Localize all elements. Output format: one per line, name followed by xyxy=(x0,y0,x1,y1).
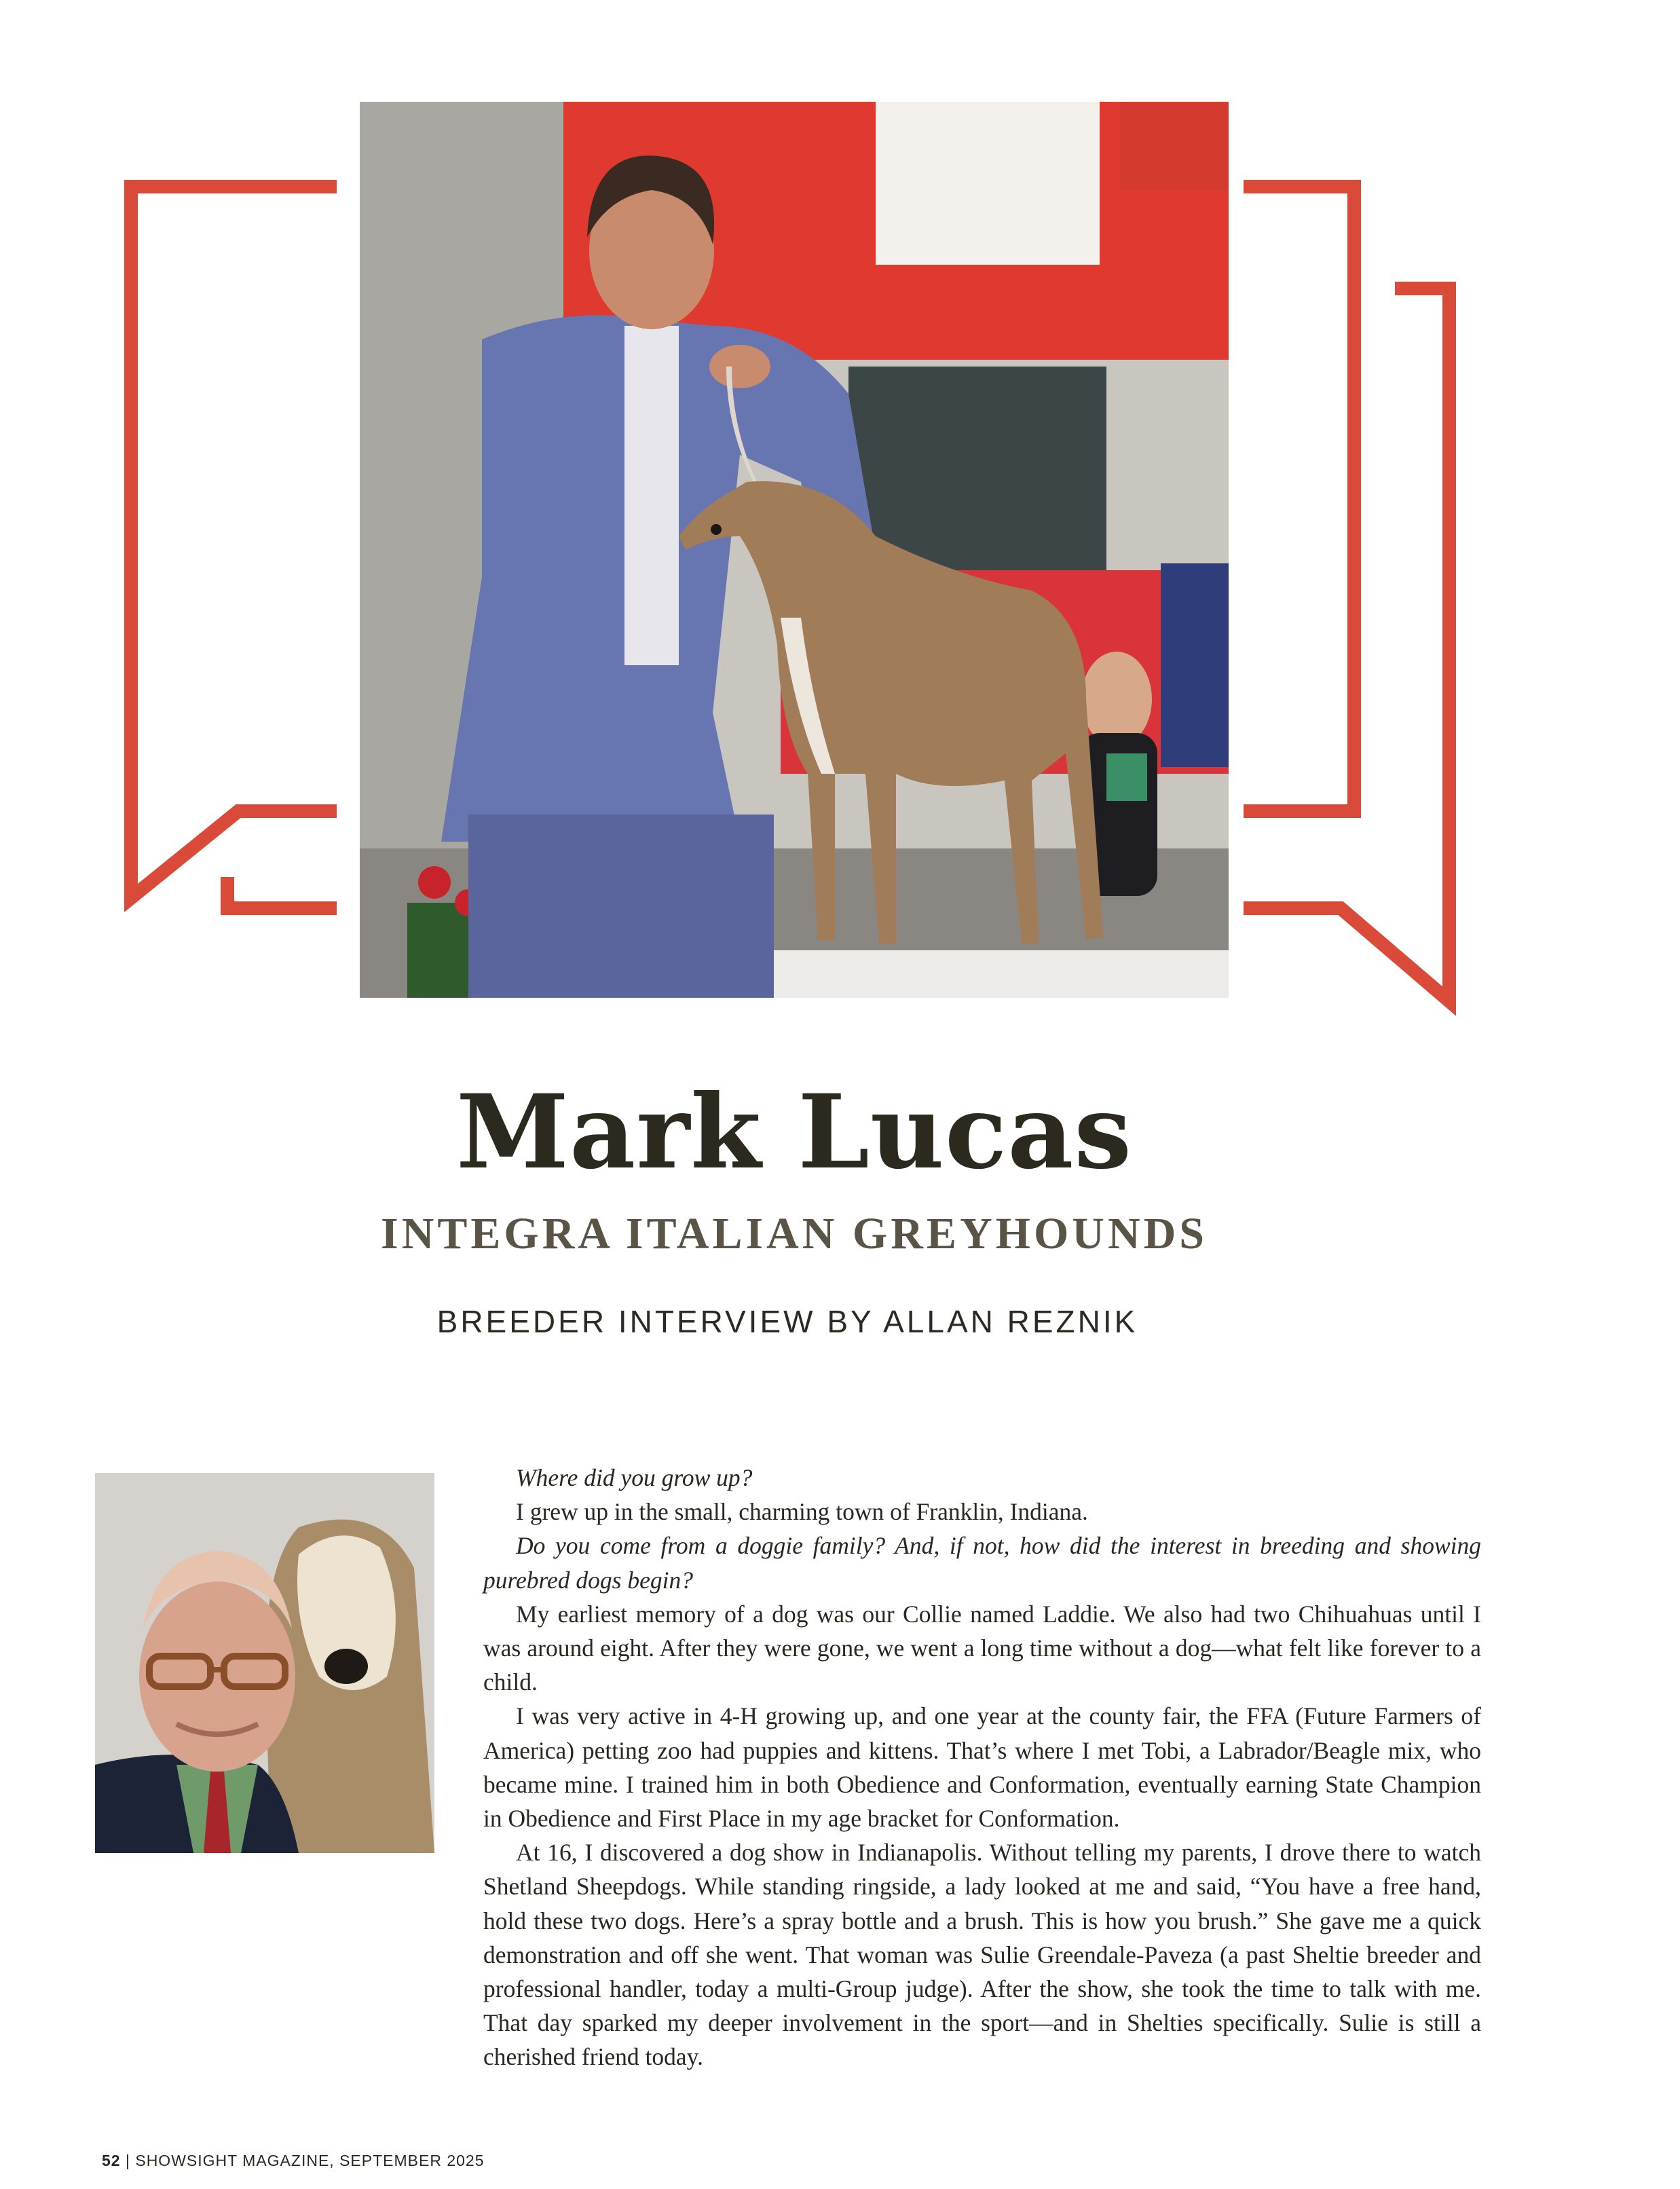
portrait-photo xyxy=(95,1473,434,1853)
right-bracket-outer xyxy=(1244,187,1354,811)
answer-paragraph: My earliest memory of a dog was our Collie named Laddie. We also had two Chihuahuas until I was around eight. After they were gone, we went a long time without a dog—what felt like forever to a child. xyxy=(483,1600,1481,1696)
hero-photo xyxy=(360,102,1229,998)
answer-paragraph: At 16, I discovered a dog show in Indianapolis. Without telling my parents, I drove there to watch Shetland Sheepdogs. While standing ringside, a lady looked at me and said, “You have a free hand, hold these two dogs. Here’s a spray bottle and a brush. This is how you brush.” She gave me a quick demonstration and off she went. That woman was Sulie Greendale-Paveza (a past Sheltie breeder and professional handler, today a multi-Group judge). After the show, she took the time to talk with me. That day sparked my deeper involvement in the sport—and in Shelties specifically. Sulie is still a cherished friend today. xyxy=(483,1839,1481,2071)
question-paragraph: Where did you grow up? xyxy=(516,1464,753,1491)
byline: BREEDER INTERVIEW BY ALLAN REZNIK xyxy=(436,1304,1138,1339)
page-title: Mark Lucas xyxy=(456,1072,1132,1192)
question-paragraph: Do you come from a doggie family? And, if not, how did the interest in breeding and showing purebred dogs begin? xyxy=(483,1532,1481,1594)
page-footer xyxy=(102,2152,484,2170)
answer-paragraph: I grew up in the small, charming town of Franklin, Indiana. xyxy=(516,1498,1088,1526)
left-bracket xyxy=(131,187,337,898)
right-bracket-inner xyxy=(1244,288,1449,1001)
left-bracket-tail xyxy=(227,877,337,908)
kennel-subtitle: INTEGRA ITALIAN GREYHOUNDS xyxy=(381,1209,1208,1258)
page-number: 52 xyxy=(102,2152,121,2169)
interview-article xyxy=(483,1461,1481,2074)
publication-name: SHOWSIGHT MAGAZINE, SEPTEMBER 2025 xyxy=(135,2152,485,2169)
answer-paragraph: I was very active in 4-H growing up, and one year at the county fair, the FFA (Future Farmers of America) petting zoo had puppies and kittens. That’s where I met Tobi, a Labrador/Beagle mix, who became mine. I trained him in both Obedience and Conformation, eventually earning State Champion in Obedience and First Place in my age bracket for Conformation. xyxy=(483,1702,1481,1833)
footer-separator: | xyxy=(125,2152,130,2169)
